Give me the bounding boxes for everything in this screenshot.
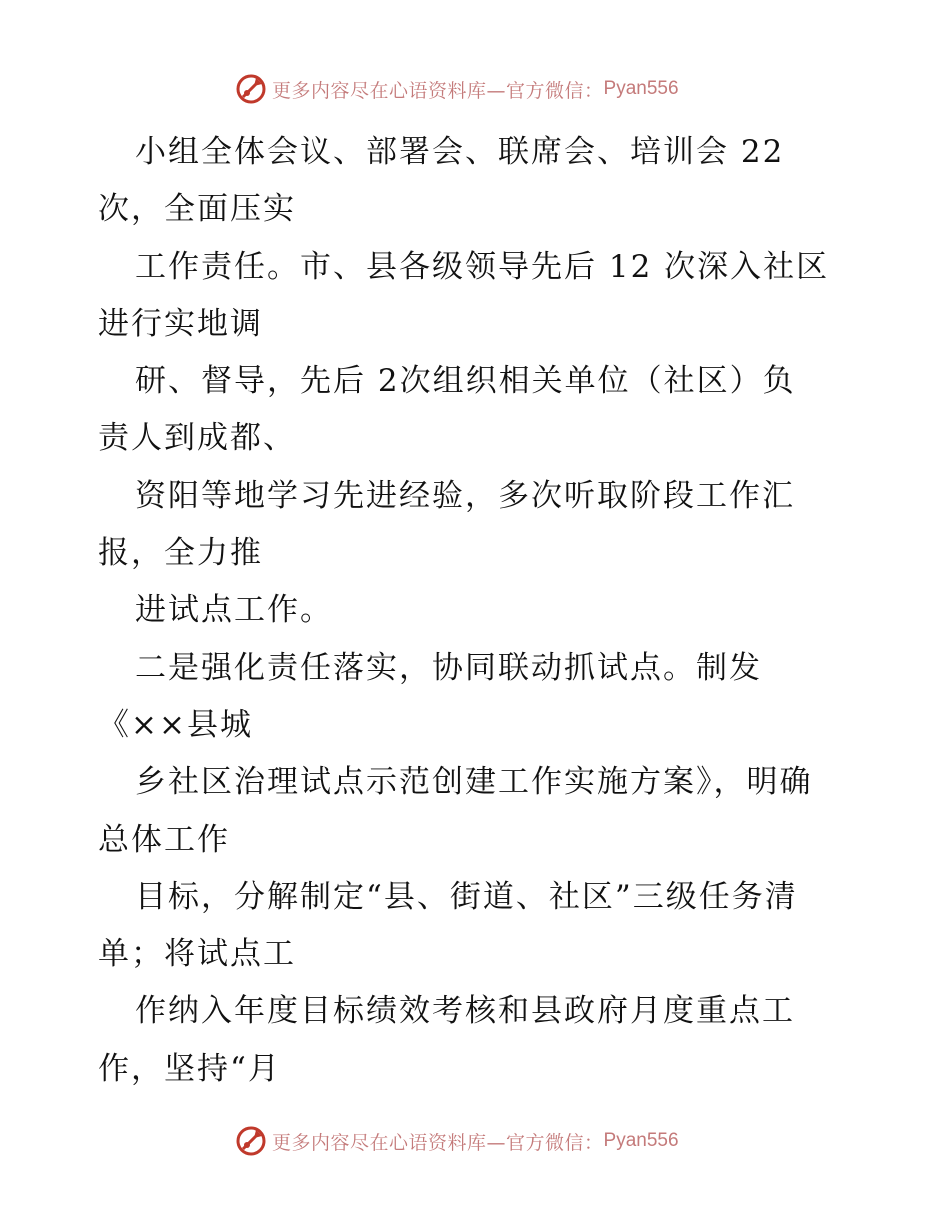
body-line: 资阳等地学习先进经验，多次听取阶段工作汇 <box>135 477 795 514</box>
footer-banner-text: 更多内容尽在心语资料库—官方微信： <box>272 1131 604 1154</box>
body-line: 乡社区治理试点示范创建工作实施方案》，明确 <box>135 764 813 801</box>
body-line: 《××县城 <box>98 706 253 743</box>
body-line: 报，全力推 <box>98 535 263 572</box>
body-line: 作，坚持“月 <box>98 1050 281 1087</box>
header-wechat-id: Pyan556 <box>603 78 679 99</box>
body-line: 二是强化责任落实，协同联动抓试点。制发 <box>135 649 762 686</box>
header-banner-text: 更多内容尽在心语资料库—官方微信： <box>272 79 604 102</box>
body-line: 单；将试点工 <box>98 936 296 973</box>
footer-banner <box>234 1124 679 1158</box>
body-line: 次，全面压实 <box>98 191 296 228</box>
header-banner <box>234 72 679 106</box>
quill-seal-icon <box>234 72 268 106</box>
body-line: 作纳入年度目标绩效考核和县政府月度重点工 <box>135 993 795 1030</box>
body-line: 责人到成都、 <box>98 420 296 457</box>
body-line: 进试点工作。 <box>135 592 333 629</box>
body-line: 研、督导，先后 2次组织相关单位（社区）负 <box>135 363 796 400</box>
body-line: 总体工作 <box>98 821 230 858</box>
body-line: 小组全体会议、部署会、联席会、培训会 22 <box>135 134 785 170</box>
body-line: 目标，分解制定“县、街道、社区”三级任务清 <box>135 878 798 915</box>
quill-seal-icon <box>234 1124 268 1158</box>
footer-wechat-id: Pyan556 <box>603 1130 679 1151</box>
body-line: 工作责任。市、县各级领导先后 12 次深入社区 <box>135 248 830 285</box>
document-body <box>98 124 858 1098</box>
body-line: 进行实地调 <box>98 305 263 342</box>
